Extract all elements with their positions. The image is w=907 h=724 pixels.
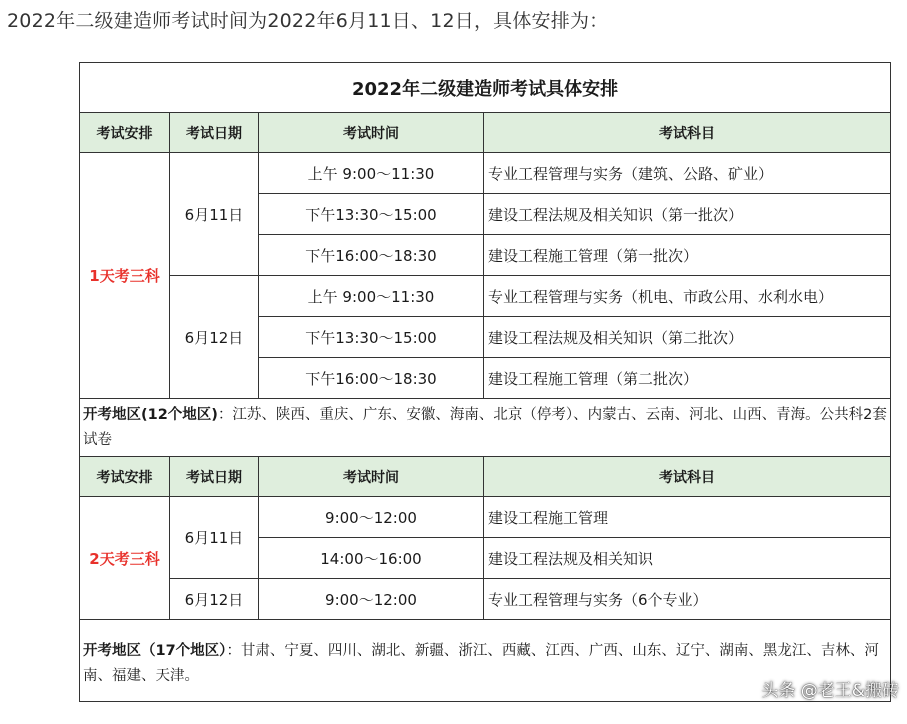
subject-cell: 建设工程法规及相关知识 xyxy=(484,538,891,579)
date-cell: 6月12日 xyxy=(170,579,259,620)
header-arrangement: 考试安排 xyxy=(80,457,170,497)
table-row xyxy=(80,497,891,538)
time-cell: 上午 9:00～11:30 xyxy=(259,153,484,194)
subject-cell: 建设工程法规及相关知识（第二批次） xyxy=(484,317,891,358)
header-subject: 考试科目 xyxy=(484,113,891,153)
date-cell: 6月12日 xyxy=(170,276,259,399)
region-row xyxy=(80,399,891,457)
table-header-row xyxy=(80,113,891,153)
subject-cell: 建设工程施工管理 xyxy=(484,497,891,538)
header-date: 考试日期 xyxy=(170,457,259,497)
time-cell: 下午13:30～15:00 xyxy=(259,194,484,235)
table-row xyxy=(80,579,891,620)
region-label: 开考地区（17个地区） xyxy=(83,642,227,659)
watermark: 头条 @老王&搬砖 xyxy=(761,681,899,701)
intro-text: 2022年二级建造师考试时间为2022年6月11日、12日，具体安排为： xyxy=(7,10,609,32)
header-time: 考试时间 xyxy=(259,457,484,497)
time-cell: 下午16:00～18:30 xyxy=(259,235,484,276)
table-row xyxy=(80,276,891,317)
date-cell: 6月11日 xyxy=(170,153,259,276)
header-date: 考试日期 xyxy=(170,113,259,153)
arrangement-cell: 1天考三科 xyxy=(80,153,170,399)
subject-cell: 专业工程管理与实务（建筑、公路、矿业） xyxy=(484,153,891,194)
header-time: 考试时间 xyxy=(259,113,484,153)
time-cell: 下午13:30～15:00 xyxy=(259,317,484,358)
table-title: 2022年二级建造师考试具体安排 xyxy=(80,63,891,113)
region-text: ：甘肃、宁夏、四川、湖北、新疆、浙江、西藏、江西、广西、山东、辽宁、湖南、黑龙江、吉林、河南、福建、天津。 xyxy=(83,642,879,684)
arrangement-cell: 2天考三科 xyxy=(80,497,170,620)
region-label: 开考地区(12个地区) xyxy=(83,407,218,423)
table-row xyxy=(80,153,891,194)
date-cell: 6月11日 xyxy=(170,497,259,579)
region-text: ：江苏、陕西、重庆、广东、安徽、海南、北京（停考）、内蒙古、云南、河北、山西、青海。公共科2套试卷 xyxy=(83,407,887,448)
subject-cell: 专业工程管理与实务（6个专业） xyxy=(484,579,891,620)
subject-cell: 建设工程施工管理（第一批次） xyxy=(484,235,891,276)
time-cell: 14:00～16:00 xyxy=(259,538,484,579)
subject-cell: 建设工程施工管理（第二批次） xyxy=(484,358,891,399)
table-header-row xyxy=(80,457,891,497)
time-cell: 下午16:00～18:30 xyxy=(259,358,484,399)
header-arrangement: 考试安排 xyxy=(80,113,170,153)
subject-cell: 建设工程法规及相关知识（第一批次） xyxy=(484,194,891,235)
exam-schedule-table xyxy=(79,62,891,702)
time-cell: 上午 9:00～11:30 xyxy=(259,276,484,317)
time-cell: 9:00～12:00 xyxy=(259,497,484,538)
header-subject: 考试科目 xyxy=(484,457,891,497)
subject-cell: 专业工程管理与实务（机电、市政公用、水利水电） xyxy=(484,276,891,317)
time-cell: 9:00～12:00 xyxy=(259,579,484,620)
region-cell xyxy=(80,399,891,457)
